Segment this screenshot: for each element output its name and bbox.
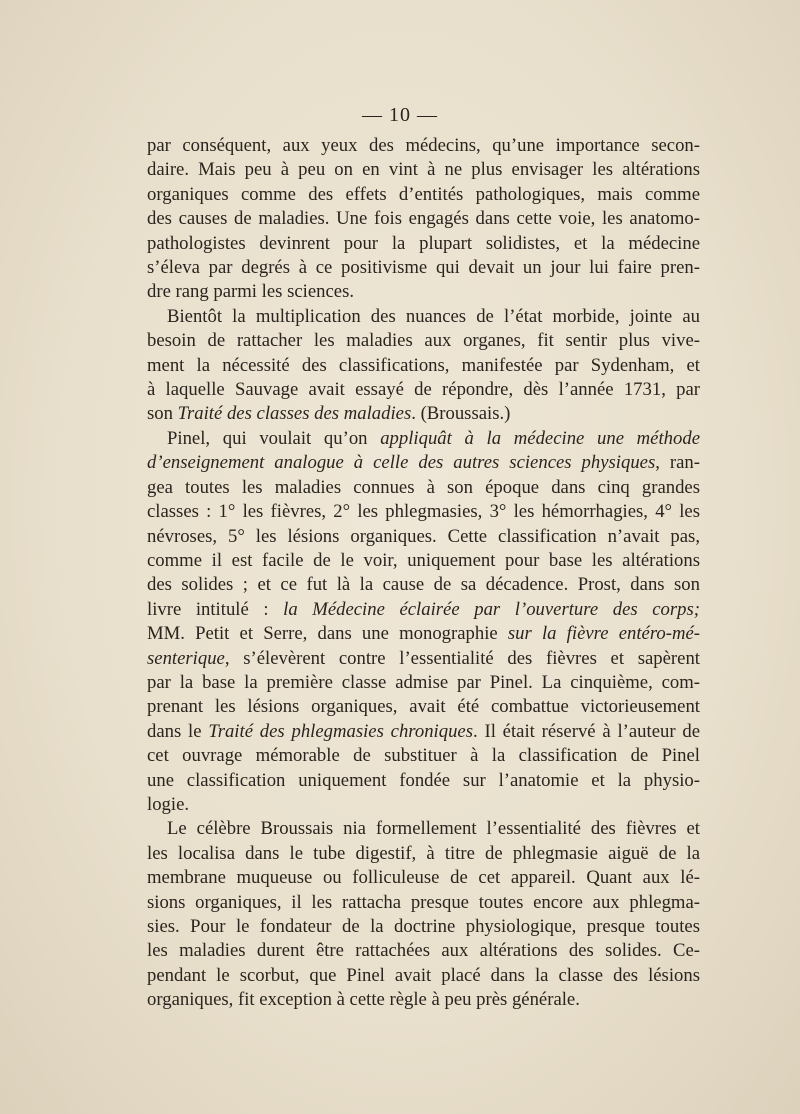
- text-segment: dre rang parmi les sciences.: [147, 281, 355, 303]
- text-line: [147, 207, 700, 231]
- text-segment: , ran-: [655, 452, 700, 474]
- text-line: [147, 744, 700, 768]
- text-line: [147, 671, 700, 695]
- italic-text: d’enseignement analogue à celle des autres sciences physiques: [147, 452, 656, 474]
- text-segment: MM. Petit et Serre, dans une monographie: [147, 623, 508, 645]
- text-line: [147, 549, 700, 573]
- text-line: [147, 915, 700, 939]
- text-line: [147, 354, 700, 378]
- text-line: [147, 329, 700, 353]
- text-segment: gea toutes les maladies connues à son époque dans cinq grandes: [147, 476, 700, 498]
- text-segment: logie.: [147, 793, 190, 815]
- text-segment: cet ouvrage mémorable de substituer à la classification de Pinel: [147, 745, 700, 767]
- text-line: [147, 305, 700, 329]
- text-segment: classes : 1° les fièvres, 2° les phlegmasies, 3° les hémorrhagies, 4° les: [147, 501, 700, 523]
- italic-text: sur la fièvre entéro-mé-: [507, 623, 700, 645]
- text-line: [147, 378, 700, 402]
- text-line: [147, 939, 700, 963]
- text-segment: une classification uniquement fondée sur l’anatomie et la physio-: [147, 769, 700, 791]
- body-text: [147, 134, 700, 1013]
- text-segment: organiques, fit exception à cette règle à peu près générale.: [147, 989, 580, 1011]
- text-segment: pendant le scorbut, que Pinel avait placé dans la classe des lésions: [147, 964, 700, 986]
- text-segment: comme il est facile de le voir, uniquement pour base les altérations: [147, 549, 700, 571]
- text-line: [147, 402, 700, 426]
- text-segment: sies. Pour le fondateur de la doctrine physiologique, presque toutes: [147, 916, 700, 937]
- text-line: [147, 232, 700, 256]
- text-segment: . Il était réservé à l’auteur de: [473, 720, 700, 742]
- text-segment: s’éleva par degrés à ce positivisme qui devait un jour lui faire pren-: [147, 257, 700, 279]
- text-line: [147, 476, 700, 500]
- text-segment: besoin de rattacher les maladies aux organes, fit sentir plus vive-: [147, 330, 700, 352]
- italic-text: la Médecine éclairée par l’ouverture des corps;: [283, 598, 700, 620]
- text-line: [147, 525, 700, 549]
- text-line: [147, 500, 700, 524]
- italic-text: Traité des phlegmasies chroniques: [208, 720, 474, 742]
- text-segment: son: [147, 403, 178, 425]
- text-line: [147, 769, 700, 793]
- text-segment: les localisa dans le tube digestif, à titre de phlegmasie aiguë de la: [147, 842, 700, 864]
- italic-text: Traité des classes des maladies: [177, 403, 412, 425]
- page-number: — 10 —: [362, 104, 438, 126]
- text-segment: organiques comme des effets d’entités pathologiques, mais comme: [147, 183, 700, 205]
- text-segment: ment la nécessité des classifications, manifestée par Sydenham, et: [147, 354, 700, 376]
- text-segment: pathologistes devinrent pour la plupart solidistes, et la médecine: [147, 232, 700, 254]
- text-segment: par la base la première classe admise par Pinel. La cinquième, com-: [147, 671, 700, 693]
- text-line: [147, 695, 700, 719]
- text-segment: livre intitulé :: [147, 598, 284, 620]
- italic-text: senterique: [147, 647, 225, 669]
- text-line: [147, 866, 700, 890]
- text-line: [147, 988, 700, 1012]
- text-segment: les maladies durent être rattachées aux altérations des solides. Ce-: [147, 940, 700, 962]
- text-line: [147, 647, 700, 671]
- text-line: [147, 891, 700, 915]
- text-segment: dans le: [147, 720, 209, 742]
- text-segment: Bientôt la multiplication des nuances de l’état morbide, jointe au: [167, 305, 700, 327]
- text-line: [147, 720, 700, 744]
- text-line: [147, 622, 700, 646]
- text-line: [147, 427, 700, 451]
- italic-text: appliquât à la médecine une méthode: [380, 427, 700, 449]
- text-segment: . (Broussais.): [411, 403, 511, 425]
- text-line: [147, 793, 700, 817]
- text-line: [147, 964, 700, 988]
- text-segment: à laquelle Sauvage avait essayé de répondre, dès l’année 1731, par: [147, 379, 700, 401]
- text-line: [147, 158, 700, 182]
- text-segment: par conséquent, aux yeux des médecins, qu’une importance secon-: [147, 135, 700, 156]
- text-line: [147, 451, 700, 475]
- text-line: [147, 183, 700, 207]
- text-segment: daire. Mais peu à peu on en vint à ne plus envisager les altérations: [147, 159, 700, 181]
- text-line: [147, 256, 700, 280]
- text-line: [147, 817, 700, 841]
- text-segment: membrane muqueuse ou folliculeuse de cet appareil. Quant aux lé-: [147, 867, 700, 889]
- text-line: [147, 280, 700, 304]
- text-segment: sions organiques, il les rattacha presque toutes encore aux phlegma-: [147, 891, 700, 913]
- text-segment: des causes de maladies. Une fois engagés dans cette voie, les anatomo-: [147, 208, 700, 230]
- text-segment: des solides ; et ce fut là la cause de sa décadence. Prost, dans son: [147, 574, 700, 596]
- text-segment: prenant les lésions organiques, avait été combattue victorieusement: [147, 696, 700, 718]
- text-line: [147, 842, 700, 866]
- text-segment: Le célèbre Broussais nia formellement l’essentialité des fièvres et: [167, 818, 700, 840]
- text-segment: , s’élevèrent contre l’essentialité des fièvres et sapèrent: [224, 647, 700, 669]
- text-segment: névroses, 5° les lésions organiques. Cette classification n’avait pas,: [147, 525, 700, 547]
- text-segment: Pinel, qui voulait qu’on: [167, 427, 381, 449]
- text-line: [147, 573, 700, 597]
- text-line: [147, 134, 700, 158]
- text-line: [147, 598, 700, 622]
